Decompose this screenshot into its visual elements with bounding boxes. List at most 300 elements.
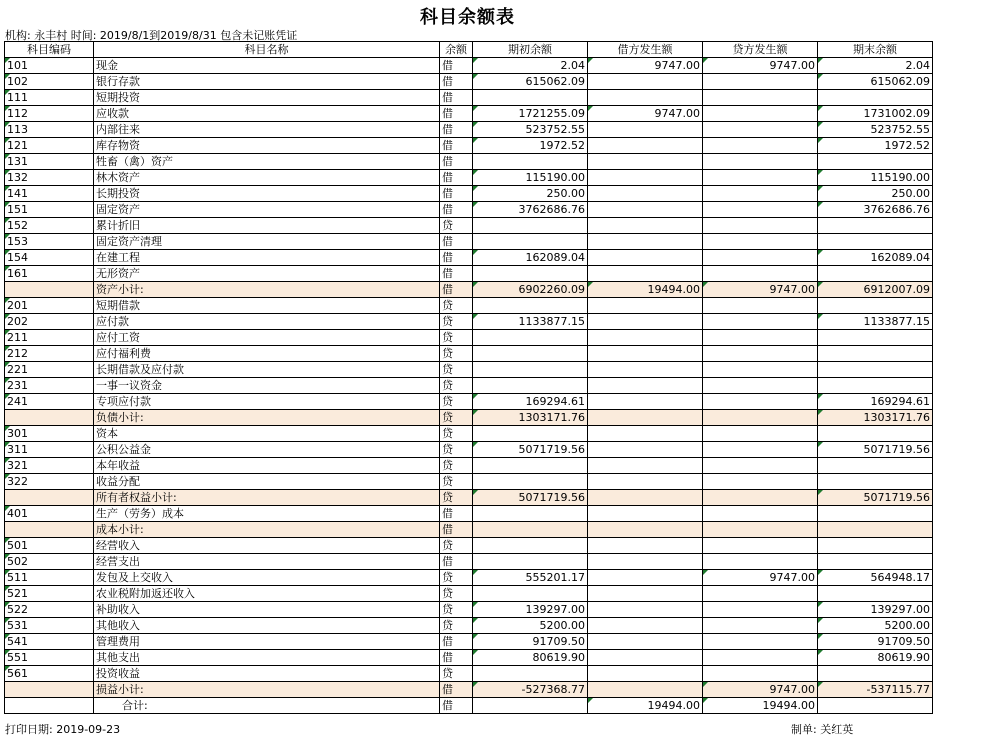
code-cell xyxy=(5,698,94,714)
debit-amount-cell xyxy=(588,426,703,442)
credit-amount-cell xyxy=(703,618,818,634)
credit-amount-cell xyxy=(703,314,818,330)
direction-cell: 借 xyxy=(440,282,473,298)
direction-cell: 借 xyxy=(440,522,473,538)
header-closing: 期末余额 xyxy=(818,42,933,58)
opening-balance-cell xyxy=(473,346,588,362)
table-row xyxy=(5,458,933,474)
credit-amount-cell xyxy=(703,586,818,602)
opening-balance-cell: 5200.00 xyxy=(473,618,588,634)
code-cell xyxy=(5,682,94,698)
opening-balance-cell: 115190.00 xyxy=(473,170,588,186)
debit-amount-cell xyxy=(588,602,703,618)
direction-cell: 借 xyxy=(440,202,473,218)
code-cell: 151 xyxy=(5,202,94,218)
table-row xyxy=(5,74,933,90)
credit-amount-cell xyxy=(703,506,818,522)
opening-balance-cell: 5071719.56 xyxy=(473,490,588,506)
direction-cell: 借 xyxy=(440,186,473,202)
code-cell: 132 xyxy=(5,170,94,186)
opening-balance-cell xyxy=(473,298,588,314)
name-cell: 库存物资 xyxy=(94,138,440,154)
credit-amount-cell xyxy=(703,154,818,170)
report-title: 科目余额表 xyxy=(420,7,515,28)
credit-amount-cell xyxy=(703,250,818,266)
table-row xyxy=(5,266,933,282)
name-cell: 管理费用 xyxy=(94,634,440,650)
debit-amount-cell xyxy=(588,170,703,186)
direction-cell: 借 xyxy=(440,74,473,90)
credit-amount-cell xyxy=(703,234,818,250)
closing-balance-cell: 564948.17 xyxy=(818,570,933,586)
direction-cell: 借 xyxy=(440,698,473,714)
credit-amount-cell xyxy=(703,426,818,442)
table-row xyxy=(5,202,933,218)
opening-balance-cell: 2.04 xyxy=(473,58,588,74)
credit-amount-cell xyxy=(703,298,818,314)
code-cell: 152 xyxy=(5,218,94,234)
code-cell: 321 xyxy=(5,458,94,474)
name-cell: 长期借款及应付款 xyxy=(94,362,440,378)
table-row xyxy=(5,346,933,362)
closing-balance-cell: 5200.00 xyxy=(818,618,933,634)
name-cell: 生产（劳务）成本 xyxy=(94,506,440,522)
closing-balance-cell xyxy=(818,218,933,234)
opening-balance-cell: 615062.09 xyxy=(473,74,588,90)
code-cell: 322 xyxy=(5,474,94,490)
credit-amount-cell xyxy=(703,186,818,202)
debit-amount-cell xyxy=(588,506,703,522)
closing-balance-cell xyxy=(818,554,933,570)
direction-cell: 贷 xyxy=(440,330,473,346)
debit-amount-cell xyxy=(588,458,703,474)
credit-amount-cell xyxy=(703,122,818,138)
credit-amount-cell xyxy=(703,90,818,106)
credit-amount-cell xyxy=(703,218,818,234)
name-cell: 无形资产 xyxy=(94,266,440,282)
opening-balance-cell xyxy=(473,522,588,538)
table-row xyxy=(5,250,933,266)
debit-amount-cell xyxy=(588,186,703,202)
credit-amount-cell xyxy=(703,74,818,90)
direction-cell: 贷 xyxy=(440,346,473,362)
table-row xyxy=(5,666,933,682)
credit-amount-cell: 9747.00 xyxy=(703,58,818,74)
closing-balance-cell: 3762686.76 xyxy=(818,202,933,218)
name-cell: 其他收入 xyxy=(94,618,440,634)
credit-amount-cell: 19494.00 xyxy=(703,698,818,714)
code-cell: 502 xyxy=(5,554,94,570)
credit-amount-cell xyxy=(703,602,818,618)
direction-cell: 借 xyxy=(440,90,473,106)
name-cell: 损益小计: xyxy=(94,682,440,698)
direction-cell: 贷 xyxy=(440,666,473,682)
credit-amount-cell xyxy=(703,410,818,426)
opening-balance-cell: 1721255.09 xyxy=(473,106,588,122)
closing-balance-cell xyxy=(818,266,933,282)
credit-amount-cell xyxy=(703,106,818,122)
header-code: 科目编码 xyxy=(5,42,94,58)
closing-balance-cell xyxy=(818,666,933,682)
opening-balance-cell: 1133877.15 xyxy=(473,314,588,330)
table-row xyxy=(5,106,933,122)
credit-amount-cell xyxy=(703,666,818,682)
header-row xyxy=(5,42,933,58)
name-cell: 所有者权益小计: xyxy=(94,490,440,506)
debit-amount-cell: 19494.00 xyxy=(588,698,703,714)
closing-balance-cell: -537115.77 xyxy=(818,682,933,698)
closing-balance-cell: 139297.00 xyxy=(818,602,933,618)
debit-amount-cell xyxy=(588,442,703,458)
name-cell: 发包及上交收入 xyxy=(94,570,440,586)
direction-cell: 借 xyxy=(440,266,473,282)
opening-balance-cell: -527368.77 xyxy=(473,682,588,698)
direction-cell: 贷 xyxy=(440,618,473,634)
code-cell: 241 xyxy=(5,394,94,410)
closing-balance-cell xyxy=(818,330,933,346)
code-cell: 153 xyxy=(5,234,94,250)
name-cell: 短期借款 xyxy=(94,298,440,314)
code-cell: 221 xyxy=(5,362,94,378)
credit-amount-cell xyxy=(703,650,818,666)
balance-table xyxy=(4,41,933,714)
credit-amount-cell xyxy=(703,266,818,282)
closing-balance-cell xyxy=(818,362,933,378)
direction-cell: 贷 xyxy=(440,538,473,554)
debit-amount-cell xyxy=(588,378,703,394)
debit-amount-cell xyxy=(588,666,703,682)
closing-balance-cell: 250.00 xyxy=(818,186,933,202)
code-cell: 551 xyxy=(5,650,94,666)
opening-balance-cell: 5071719.56 xyxy=(473,442,588,458)
table-body xyxy=(5,58,933,714)
credit-amount-cell: 9747.00 xyxy=(703,570,818,586)
table-row xyxy=(5,650,933,666)
name-cell: 固定资产清理 xyxy=(94,234,440,250)
table-row xyxy=(5,58,933,74)
closing-balance-cell xyxy=(818,506,933,522)
opening-balance-cell xyxy=(473,234,588,250)
name-cell: 一事一议资金 xyxy=(94,378,440,394)
debit-amount-cell xyxy=(588,634,703,650)
name-cell: 林木资产 xyxy=(94,170,440,186)
opening-balance-cell xyxy=(473,426,588,442)
code-cell xyxy=(5,522,94,538)
table-row xyxy=(5,602,933,618)
name-cell: 应付款 xyxy=(94,314,440,330)
code-cell: 511 xyxy=(5,570,94,586)
name-cell: 经营支出 xyxy=(94,554,440,570)
table-row xyxy=(5,506,933,522)
direction-cell: 贷 xyxy=(440,426,473,442)
header-name: 科目名称 xyxy=(94,42,440,58)
header-direction: 余额 xyxy=(440,42,473,58)
direction-cell: 借 xyxy=(440,650,473,666)
code-cell xyxy=(5,282,94,298)
debit-amount-cell xyxy=(588,138,703,154)
direction-cell: 贷 xyxy=(440,570,473,586)
table-row xyxy=(5,378,933,394)
opening-balance-cell xyxy=(473,378,588,394)
direction-cell: 贷 xyxy=(440,378,473,394)
name-cell: 内部往来 xyxy=(94,122,440,138)
name-cell: 投资收益 xyxy=(94,666,440,682)
closing-balance-cell: 91709.50 xyxy=(818,634,933,650)
code-cell: 102 xyxy=(5,74,94,90)
debit-amount-cell xyxy=(588,586,703,602)
opening-balance-cell xyxy=(473,458,588,474)
table-row xyxy=(5,538,933,554)
name-cell: 合计: xyxy=(94,698,440,714)
direction-cell: 借 xyxy=(440,154,473,170)
credit-amount-cell: 9747.00 xyxy=(703,682,818,698)
credit-amount-cell xyxy=(703,170,818,186)
closing-balance-cell: 2.04 xyxy=(818,58,933,74)
name-cell: 其他支出 xyxy=(94,650,440,666)
opening-balance-cell: 523752.55 xyxy=(473,122,588,138)
direction-cell: 贷 xyxy=(440,474,473,490)
credit-amount-cell xyxy=(703,202,818,218)
subtotal-row xyxy=(5,282,933,298)
table-row xyxy=(5,218,933,234)
opening-balance-cell xyxy=(473,218,588,234)
direction-cell: 贷 xyxy=(440,298,473,314)
opening-balance-cell: 1972.52 xyxy=(473,138,588,154)
credit-amount-cell xyxy=(703,522,818,538)
closing-balance-cell: 523752.55 xyxy=(818,122,933,138)
direction-cell: 贷 xyxy=(440,218,473,234)
debit-amount-cell xyxy=(588,362,703,378)
direction-cell: 借 xyxy=(440,634,473,650)
opening-balance-cell xyxy=(473,90,588,106)
opening-balance-cell xyxy=(473,506,588,522)
debit-amount-cell xyxy=(588,570,703,586)
closing-balance-cell: 5071719.56 xyxy=(818,490,933,506)
name-cell: 成本小计: xyxy=(94,522,440,538)
subtotal-row xyxy=(5,522,933,538)
name-cell: 牲畜（禽）资产 xyxy=(94,154,440,170)
credit-amount-cell xyxy=(703,378,818,394)
code-cell: 131 xyxy=(5,154,94,170)
code-cell: 541 xyxy=(5,634,94,650)
name-cell: 农业税附加返还收入 xyxy=(94,586,440,602)
name-cell: 应付福利费 xyxy=(94,346,440,362)
direction-cell: 贷 xyxy=(440,490,473,506)
code-cell: 522 xyxy=(5,602,94,618)
closing-balance-cell: 1731002.09 xyxy=(818,106,933,122)
name-cell: 银行存款 xyxy=(94,74,440,90)
header-debit: 借方发生额 xyxy=(588,42,703,58)
opening-balance-cell: 169294.61 xyxy=(473,394,588,410)
opening-balance-cell: 555201.17 xyxy=(473,570,588,586)
closing-balance-cell: 1303171.76 xyxy=(818,410,933,426)
code-cell xyxy=(5,490,94,506)
table-row xyxy=(5,186,933,202)
closing-balance-cell xyxy=(818,346,933,362)
debit-amount-cell xyxy=(588,538,703,554)
code-cell: 202 xyxy=(5,314,94,330)
debit-amount-cell xyxy=(588,522,703,538)
debit-amount-cell: 19494.00 xyxy=(588,282,703,298)
credit-amount-cell xyxy=(703,490,818,506)
name-cell: 长期投资 xyxy=(94,186,440,202)
code-cell: 401 xyxy=(5,506,94,522)
direction-cell: 贷 xyxy=(440,602,473,618)
direction-cell: 借 xyxy=(440,170,473,186)
direction-cell: 贷 xyxy=(440,442,473,458)
debit-amount-cell xyxy=(588,490,703,506)
credit-amount-cell xyxy=(703,346,818,362)
total-row xyxy=(5,698,933,714)
debit-amount-cell xyxy=(588,154,703,170)
table-row xyxy=(5,170,933,186)
code-cell: 231 xyxy=(5,378,94,394)
subtotal-row xyxy=(5,410,933,426)
opening-balance-cell xyxy=(473,154,588,170)
name-cell: 公积公益金 xyxy=(94,442,440,458)
debit-amount-cell xyxy=(588,474,703,490)
name-cell: 收益分配 xyxy=(94,474,440,490)
maker: 制单: 关红英 xyxy=(791,723,854,736)
name-cell: 短期投资 xyxy=(94,90,440,106)
opening-balance-cell xyxy=(473,538,588,554)
table-row xyxy=(5,586,933,602)
debit-amount-cell xyxy=(588,650,703,666)
name-cell: 固定资产 xyxy=(94,202,440,218)
closing-balance-cell xyxy=(818,90,933,106)
debit-amount-cell xyxy=(588,122,703,138)
closing-balance-cell: 162089.04 xyxy=(818,250,933,266)
direction-cell: 借 xyxy=(440,250,473,266)
name-cell: 经营收入 xyxy=(94,538,440,554)
opening-balance-cell xyxy=(473,698,588,714)
table-row xyxy=(5,362,933,378)
direction-cell: 借 xyxy=(440,506,473,522)
debit-amount-cell xyxy=(588,202,703,218)
code-cell: 521 xyxy=(5,586,94,602)
closing-balance-cell: 80619.90 xyxy=(818,650,933,666)
opening-balance-cell xyxy=(473,266,588,282)
direction-cell: 借 xyxy=(440,554,473,570)
code-cell: 154 xyxy=(5,250,94,266)
closing-balance-cell xyxy=(818,426,933,442)
debit-amount-cell xyxy=(588,394,703,410)
table-row xyxy=(5,618,933,634)
code-cell: 561 xyxy=(5,666,94,682)
report-meta: 机构: 永丰村 时间: 2019/8/1到2019/8/31 包含未记账凭证 xyxy=(5,29,298,42)
table-row xyxy=(5,234,933,250)
code-cell: 201 xyxy=(5,298,94,314)
closing-balance-cell: 6912007.09 xyxy=(818,282,933,298)
code-cell: 311 xyxy=(5,442,94,458)
code-cell: 111 xyxy=(5,90,94,106)
credit-amount-cell xyxy=(703,330,818,346)
table-row xyxy=(5,426,933,442)
direction-cell: 贷 xyxy=(440,458,473,474)
credit-amount-cell xyxy=(703,138,818,154)
table-row xyxy=(5,634,933,650)
debit-amount-cell xyxy=(588,682,703,698)
direction-cell: 借 xyxy=(440,682,473,698)
header-opening: 期初余额 xyxy=(473,42,588,58)
credit-amount-cell xyxy=(703,554,818,570)
closing-balance-cell: 5071719.56 xyxy=(818,442,933,458)
closing-balance-cell xyxy=(818,538,933,554)
code-cell: 212 xyxy=(5,346,94,362)
closing-balance-cell: 615062.09 xyxy=(818,74,933,90)
credit-amount-cell xyxy=(703,394,818,410)
opening-balance-cell: 6902260.09 xyxy=(473,282,588,298)
table-row xyxy=(5,570,933,586)
code-cell: 501 xyxy=(5,538,94,554)
credit-amount-cell: 9747.00 xyxy=(703,282,818,298)
code-cell: 141 xyxy=(5,186,94,202)
direction-cell: 借 xyxy=(440,138,473,154)
table-row xyxy=(5,122,933,138)
opening-balance-cell xyxy=(473,474,588,490)
closing-balance-cell xyxy=(818,474,933,490)
opening-balance-cell: 3762686.76 xyxy=(473,202,588,218)
table-row xyxy=(5,474,933,490)
credit-amount-cell xyxy=(703,634,818,650)
code-cell: 112 xyxy=(5,106,94,122)
debit-amount-cell xyxy=(588,346,703,362)
opening-balance-cell xyxy=(473,554,588,570)
opening-balance-cell xyxy=(473,362,588,378)
direction-cell: 借 xyxy=(440,58,473,74)
table-row xyxy=(5,554,933,570)
opening-balance-cell: 250.00 xyxy=(473,186,588,202)
debit-amount-cell xyxy=(588,298,703,314)
direction-cell: 借 xyxy=(440,234,473,250)
name-cell: 累计折旧 xyxy=(94,218,440,234)
code-cell: 121 xyxy=(5,138,94,154)
name-cell: 现金 xyxy=(94,58,440,74)
debit-amount-cell xyxy=(588,234,703,250)
table-row xyxy=(5,330,933,346)
direction-cell: 借 xyxy=(440,122,473,138)
direction-cell: 贷 xyxy=(440,410,473,426)
name-cell: 应付工资 xyxy=(94,330,440,346)
name-cell: 本年收益 xyxy=(94,458,440,474)
closing-balance-cell xyxy=(818,586,933,602)
debit-amount-cell xyxy=(588,330,703,346)
credit-amount-cell xyxy=(703,538,818,554)
code-cell: 301 xyxy=(5,426,94,442)
closing-balance-cell xyxy=(818,234,933,250)
closing-balance-cell: 115190.00 xyxy=(818,170,933,186)
credit-amount-cell xyxy=(703,458,818,474)
print-date: 打印日期: 2019-09-23 xyxy=(5,723,121,736)
opening-balance-cell: 162089.04 xyxy=(473,250,588,266)
credit-amount-cell xyxy=(703,442,818,458)
direction-cell: 借 xyxy=(440,106,473,122)
debit-amount-cell xyxy=(588,410,703,426)
name-cell: 应收款 xyxy=(94,106,440,122)
closing-balance-cell: 1133877.15 xyxy=(818,314,933,330)
debit-amount-cell xyxy=(588,250,703,266)
code-cell: 531 xyxy=(5,618,94,634)
debit-amount-cell: 9747.00 xyxy=(588,58,703,74)
subtotal-row xyxy=(5,490,933,506)
table-row xyxy=(5,154,933,170)
name-cell: 补助收入 xyxy=(94,602,440,618)
debit-amount-cell xyxy=(588,218,703,234)
direction-cell: 贷 xyxy=(440,362,473,378)
debit-amount-cell: 9747.00 xyxy=(588,106,703,122)
table-row xyxy=(5,298,933,314)
closing-balance-cell: 1972.52 xyxy=(818,138,933,154)
